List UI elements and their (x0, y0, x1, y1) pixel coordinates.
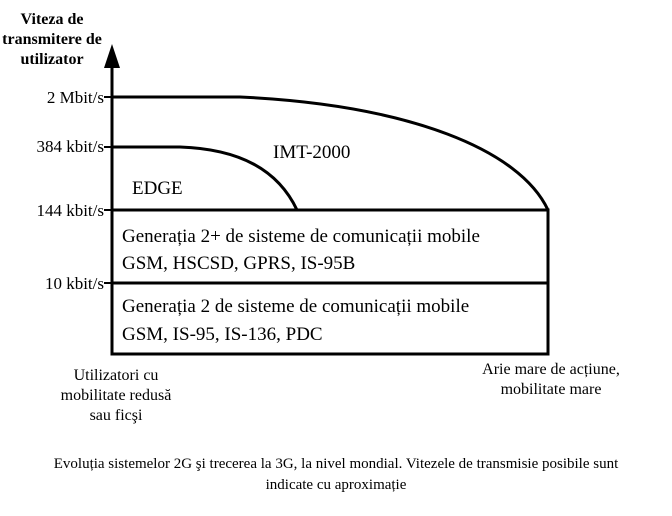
y-label-10kbit: 10 kbit/s (44, 274, 104, 293)
y-axis-title: Viteza de transmitere de utilizator (2, 11, 102, 68)
high-mobility-label: Arie mare de acțiune, mobilitate mare (482, 361, 620, 398)
gen2plus-title: Generația 2+ de sisteme de comunicații mobile (122, 226, 480, 247)
edge-label: EDGE (132, 178, 183, 199)
y-label-384kbit: 384 kbit/s (36, 137, 104, 156)
low-mobility-label: Utilizatori cu mobilitate redusă sau ficşi (60, 367, 172, 424)
y-label-2mbit: 2 Mbit/s (46, 88, 104, 107)
gen2plus-systems: GSM, HSCSD, GPRS, IS-95B (122, 253, 356, 274)
figure-caption: Evoluția sistemelor 2G şi trecerea la 3G, la nivel mondial. Vitezele de transmisie posibile sunt indicate cu aproximație (53, 456, 619, 493)
gen2-title: Generația 2 de sisteme de comunicații mobile (122, 296, 470, 317)
gen2-systems: GSM, IS-95, IS-136, PDC (122, 324, 323, 345)
imt2000-label: IMT-2000 (273, 142, 351, 163)
y-axis-arrow (104, 44, 120, 68)
y-label-144kbit: 144 kbit/s (36, 201, 104, 220)
